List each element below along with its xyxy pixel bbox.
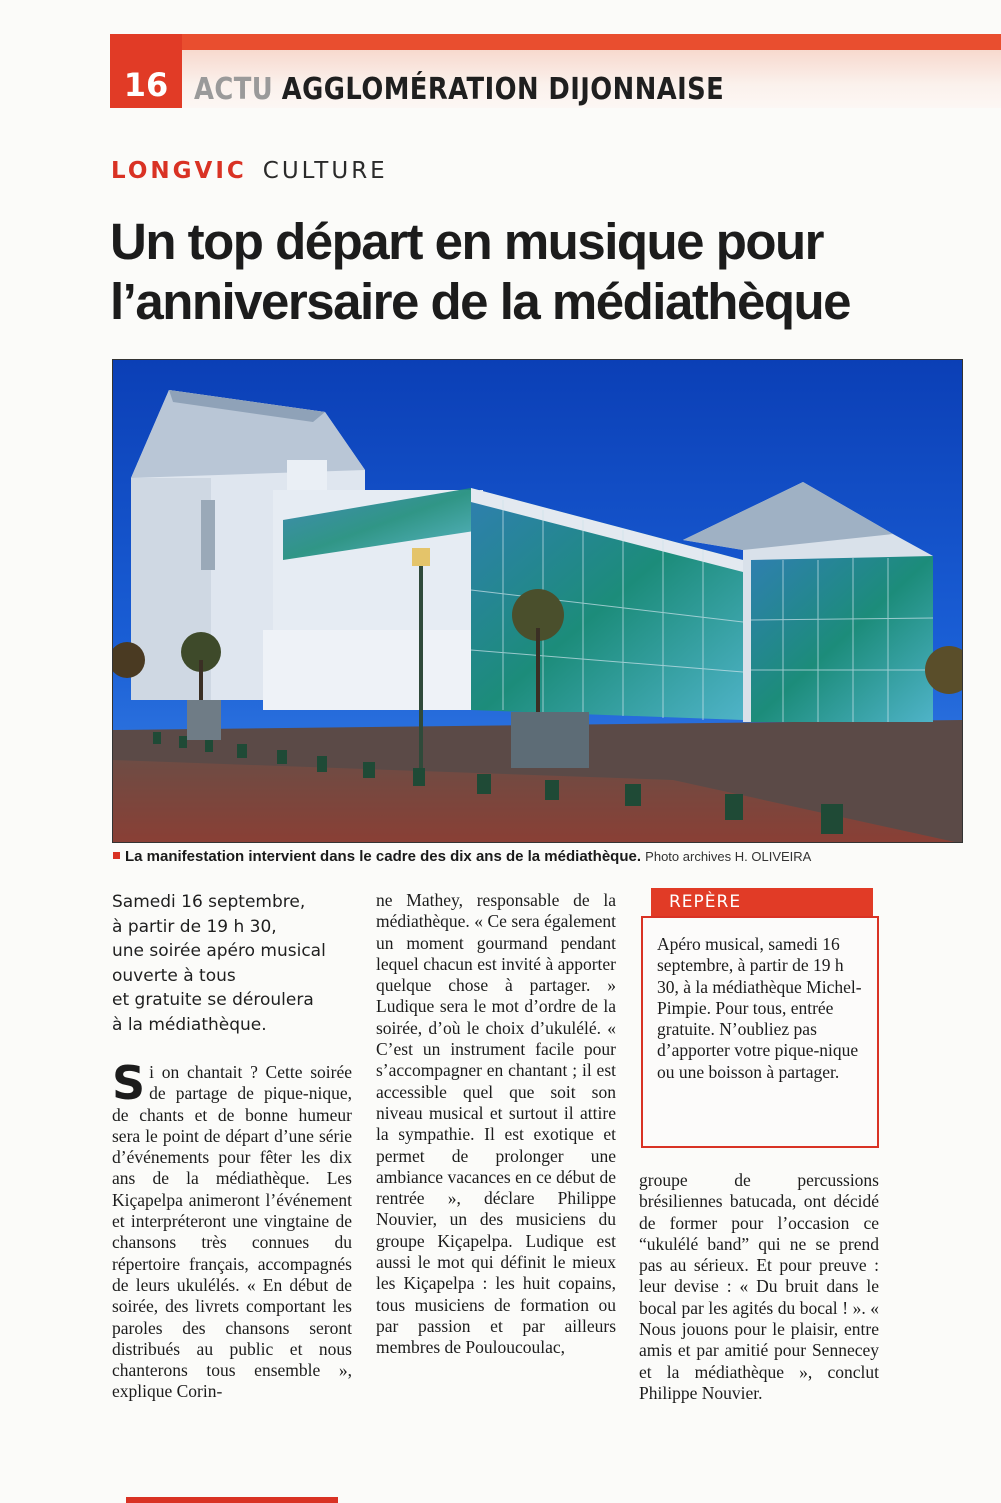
region-label: AGGLOMÉRATION DIJONNAISE — [281, 72, 725, 107]
info-box-text: Apéro musical, samedi 16 septembre, à partir de 19 h 30, à la médiathèque Michel-Pimpie. Pour tous, entrée gratuite. N’oubliez pas d’apporter votre pique-nique ou une boisson à partager. — [657, 934, 862, 1082]
page-number: 16 — [110, 34, 182, 108]
section-header — [110, 34, 1001, 108]
column-3-text: groupe de percussions brésiliennes batucada, ont décidé de former pour l’occasion ce “ukulélé band” qui ne se prend pas au sérieux. Et pour preuve : leur devise : « Du bruit dans le bocal par les agités du bocal ! ». « Nous jouons pour le plaisir, entre amis et par amitié pour Sennecey et la médiathèque », conclut Philippe Nouvier. — [639, 1170, 879, 1403]
article-lead — [112, 890, 352, 1037]
mediatheque-building-image — [113, 360, 963, 843]
headline — [110, 212, 910, 332]
photo-caption — [113, 848, 973, 865]
headline-line-2: l’anniversaire de la médiathèque — [110, 273, 850, 330]
column-2-text: ne Mathey, responsable de la médiathèque. « Ce sera également un moment gourmand pendant lequel chacun est invité à apporter quelque chose à partager. » Ludique sera le mot d’ordre de la soirée, d’où le choix d’ukulélé. « C’est un instrument facile pour s’accompagner en chantant ; il est accessible quel que soit son niveau musical et surtout il attire la sympathie. Il est exotique et permet de prolonger une ambiance vacances en ce début de rentrée », déclare Philippe Nouvier, un des musiciens du groupe Kiçapelpa. Ludique est aussi le mot qui définit le mieux les Kiçapelpa : les huit copains, tous musiciens de formation ou par passion et par ailleurs membres de Pouloucoulac, — [376, 890, 616, 1358]
kicker — [111, 158, 388, 184]
lead-line: Samedi 16 septembre, — [112, 892, 306, 912]
caption-bullet — [113, 852, 120, 859]
kicker-topic: CULTURE — [262, 158, 388, 184]
article-photo — [112, 359, 963, 843]
lead-line: ouverte à tous — [112, 965, 236, 986]
info-box-title: REPÈRE — [651, 888, 873, 916]
lead-line: à partir de 19 h 30, — [112, 916, 277, 937]
info-box — [641, 888, 879, 1150]
lead-line: à la médiathèque. — [112, 1014, 267, 1035]
header-rule — [110, 34, 1001, 50]
photo-credit: Photo archives H. OLIVEIRA — [645, 849, 812, 864]
section-label: ACTU — [194, 72, 274, 107]
column-1-text: i on chantait ? Cette soirée de partage de pique-nique, de chants et de bonne humeur sera le point de départ d’une série d’événements pour fêter les dix ans de la médiathèque. Les Kiçapelpa animeront l’événement et interpréteront une vingtaine de chansons très connues du répertoire français, accompagnés de leurs ukulélés. « En début de soirée, des livrets comportant les paroles des chansons seront distribués au public et nous chanterons tous ensemble », explique Corin- — [112, 1062, 352, 1402]
article-column-3 — [639, 1170, 879, 1404]
kicker-town: LONGVIC — [111, 158, 247, 184]
lead-line: une soirée apéro musical — [112, 941, 326, 961]
headline-line-1: Un top départ en musique pour — [110, 213, 824, 270]
info-box-body — [641, 916, 879, 1148]
article-column-1 — [112, 1056, 352, 1403]
caption-text: La manifestation intervient dans le cadre des dix ans de la médiathèque. — [125, 848, 641, 865]
article-column-2 — [376, 890, 616, 1359]
lead-line: et gratuite se déroulera — [112, 990, 314, 1010]
section-title — [194, 72, 724, 107]
bottom-rule — [126, 1497, 338, 1503]
drop-cap: S — [112, 1056, 146, 1110]
